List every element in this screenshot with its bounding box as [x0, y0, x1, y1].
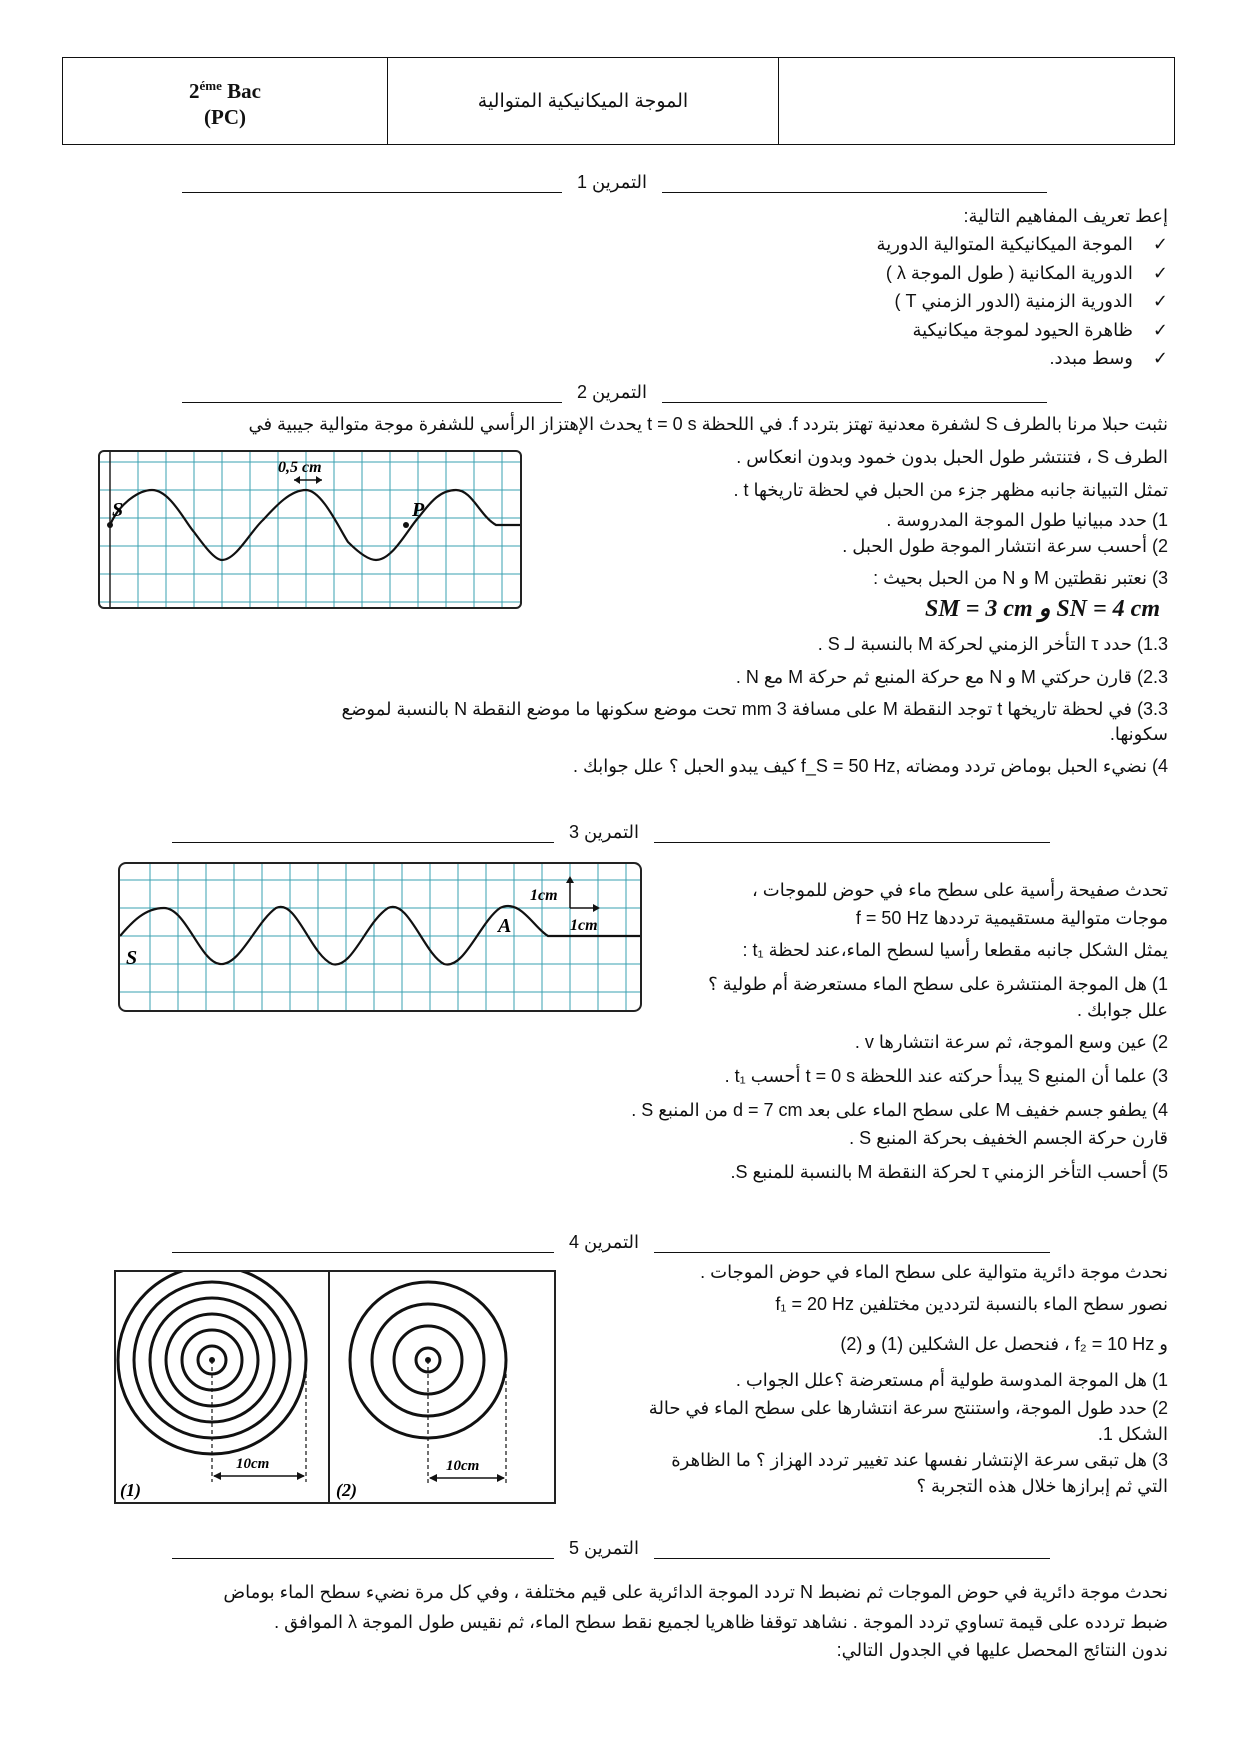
point-p: [403, 522, 409, 528]
ex3-q2: 2) عين وسع الموجة، ثم سرعة انتشارها v .: [854, 1032, 1168, 1052]
ex4-title: التمرين 4: [569, 1232, 639, 1252]
ex3-q3: 3) علما أن المنبع S يبدأ حركته عند اللحظة t = 0 s أحسب t₁ .: [724, 1066, 1168, 1086]
water-wave: [120, 906, 640, 965]
ex4-q1: 1) هل الموجة المدوسة طولية أم مستعرضة ؟علل الجواب .: [735, 1370, 1168, 1390]
ex3-q4: 4) يطفو جسم خفيف M على سطح الماء على بعد d = 7 cm من المنبع S .: [631, 1100, 1168, 1120]
ex4-line-3: و f₂ = 10 Hz ، فنحصل عل الشكلين (1) و (2): [840, 1334, 1168, 1354]
circles-figure-svg: [116, 1272, 554, 1502]
ex3-q1b: علل جوابك .: [1077, 1000, 1168, 1020]
ex1-list: [877, 230, 1168, 373]
ex2-line-1: نثبت حبلا مرنا بالطرف S لشفرة معدنية تهتز بتردد f. في اللحظة t = 0 s يحدث الإهتزاز الرأسي للشفرة موجة متوالية جيبية في: [248, 414, 1168, 434]
page-title: الموجة الميكانيكية المتوالية: [388, 58, 779, 145]
ex5-title: التمرين 5: [569, 1538, 639, 1558]
ex2-line-2: الطرف S ، فتنتشر طول الحبل بدون خمود وبدون انعكاس .: [736, 447, 1168, 467]
rope-wave: [110, 490, 520, 560]
ex2-q33b: سكونها.: [1109, 724, 1168, 744]
scale2-label: 10cm: [446, 1458, 480, 1474]
ex3-figure: [118, 862, 642, 1012]
level-num: 2: [189, 78, 200, 103]
list-item: ✓ظاهرة الحيود لموجة ميكانيكية: [912, 319, 1168, 340]
vscale-label: 1cm: [530, 887, 558, 904]
ex2-q2: 2) أحسب سرعة انتشار الموجة طول الحبل .: [842, 536, 1168, 556]
ex2-q32: 2.3) قارن حركتي M و N مع حركة المنبع ثم حركة M مع N .: [735, 667, 1168, 687]
list-item: ✓الدورية الزمنية (الدور الزمني T ): [894, 291, 1168, 311]
ex1-title: التمرين 1: [577, 172, 647, 192]
scale-label: 0,5 cm: [278, 459, 322, 476]
label-s: S: [112, 499, 124, 521]
ex2-title: التمرين 2: [577, 382, 647, 402]
ex2-q3: 3) نعتبر نقطتين M و N من الحبل بحيث :: [873, 568, 1168, 588]
ex3-q4b: قارن حركة الجسم الخفيف بحركة المنبع S .: [849, 1128, 1168, 1148]
ex4-figure: [114, 1270, 556, 1504]
ex5-line-1: نحدث موجة دائرية في حوض الموجات ثم نضبط N تردد الموجة الدائرية على قيم مختلفة ، وفي كل مرة نضيء سطح الماء بوماض: [223, 1582, 1168, 1602]
rope-figure-svg: [100, 452, 520, 607]
ex4-line-1: نحدث موجة دائرية متوالية على سطح الماء في حوض الموجات .: [700, 1262, 1168, 1282]
ex1-title-row: [182, 172, 1047, 193]
ex5-line-2: ضبط تردده على قيمة تساوي تردد الموجة . نشاهد توقفا ظاهريا لجميع نقط سطح الماء، ثم نقيس طول الموجة λ الموافق .: [274, 1612, 1168, 1632]
hscale-label: 1cm: [570, 917, 598, 934]
water-figure-svg: [120, 864, 640, 1010]
ex4-q3b: التي ثم إبرازها خلال هذه التجربة ؟: [916, 1476, 1168, 1496]
ex4-title-row: [172, 1232, 1050, 1253]
ex2-q1: 1) حدد مبيانيا طول الموجة المدروسة .: [886, 510, 1168, 530]
point-s: [107, 522, 113, 528]
ex4-q3: 3) هل تبقى سرعة الإنتشار نفسها عند تغيير تردد الهزاز ؟ ما الظاهرة: [671, 1450, 1168, 1470]
ex4-line-2: نصور سطح الماء بالنسبة لترددين مختلفين f₁ = 20 Hz: [775, 1294, 1168, 1314]
ex4-q2: 2) حدد طول الموجة، واستنتج سرعة انتشارها على سطح الماء في حالة: [648, 1398, 1168, 1418]
level-word: Bac: [227, 78, 261, 103]
ex1-intro: إعط تعريف المفاهيم التالية:: [963, 206, 1168, 226]
ex2-title-row: [182, 382, 1047, 403]
ex2-q31: 1.3) حدد τ التأخر الزمني لحركة M بالنسبة لـ S .: [817, 634, 1168, 654]
ex2-distances: SN = 4 cm و SM = 3 cm: [925, 596, 1160, 622]
ex2-line-3: تمثل التبيانة جانبه مظهر جزء من الحبل في لحظة تاريخها t .: [733, 480, 1168, 500]
fig2-label: (2): [336, 1480, 357, 1500]
ex3-title-row: [172, 822, 1050, 843]
ex5-title-row: [172, 1538, 1050, 1559]
ex3-line-2: موجات متوالية مستقيمية ترددها f = 50 Hz: [855, 908, 1168, 928]
ex2-q33a: 3.3) في لحظة تاريخها t توجد النقطة M على مسافة 3 mm تحت موضع سكونها ما موضع النقطة N بالنسبة لموضع: [341, 699, 1168, 719]
ex3-line-3: يمثل الشكل جانبه مقطعا رأسيا لسطح الماء،عند لحظة t₁ :: [742, 940, 1168, 960]
scale1-label: 10cm: [236, 1456, 270, 1472]
level-sup: éme: [199, 77, 222, 93]
header-table: [62, 57, 1175, 145]
level-cell: [63, 58, 388, 145]
label-p: P: [412, 499, 425, 521]
ex3-q1: 1) هل الموجة المنتشرة على سطح الماء مستعرضة أم طولية ؟: [708, 974, 1168, 994]
ex2-q4: 4) نضيء الحبل بوماض تردد ومضاته ,f_S = 50 Hz كيف يبدو الحبل ؟ علل جوابك .: [573, 756, 1168, 776]
right-cell: [779, 58, 1175, 145]
fig1-label: (1): [120, 1480, 141, 1500]
ex3-title: التمرين 3: [569, 822, 639, 842]
label-a: A: [498, 915, 512, 937]
track: (PC): [204, 104, 246, 129]
list-item: ✓الدورية المكانية ( طول الموجة λ ): [885, 262, 1168, 283]
ex3-q5: 5) أحسب التأخر الزمني τ لحركة النقطة M بالنسبة للمنبع S.: [730, 1162, 1168, 1182]
ex2-figure: [98, 450, 522, 609]
list-item: ✓الموجة الميكانيكية المتوالية الدورية: [876, 234, 1168, 254]
ex3-line-1: تحدث صفيحة رأسية على سطح ماء في حوض للموجات ،: [751, 880, 1168, 900]
list-item: ✓وسط مبدد.: [1049, 348, 1168, 368]
ex4-q2b: الشكل 1.: [1097, 1424, 1168, 1444]
label-s: S: [126, 947, 138, 969]
ex5-line-3: ندون النتائج المحصل عليها في الجدول التالي:: [836, 1640, 1168, 1660]
